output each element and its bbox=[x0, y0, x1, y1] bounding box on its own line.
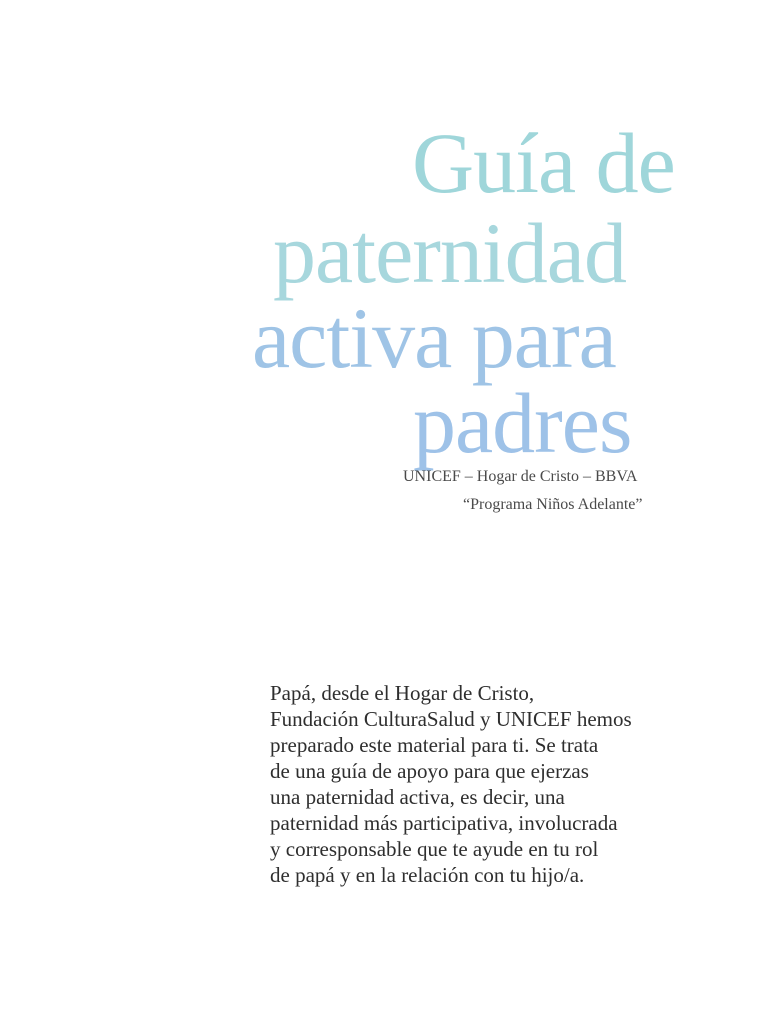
title-line-4: padres bbox=[413, 375, 632, 471]
intro-line: de una guía de apoyo para que ejerzas bbox=[270, 759, 589, 783]
title-line-1: Guía de bbox=[412, 115, 675, 211]
partners-line: UNICEF – Hogar de Cristo – BBVA bbox=[403, 468, 638, 485]
intro-line: una paternidad activa, es decir, una bbox=[270, 785, 565, 809]
program-name: “Programa Niños Adelante” bbox=[463, 496, 643, 513]
title-line-3: activa para bbox=[252, 290, 616, 386]
intro-paragraph bbox=[270, 680, 710, 888]
intro-line: Papá, desde el Hogar de Cristo, bbox=[270, 681, 535, 705]
intro-line: preparado este material para ti. Se trata bbox=[270, 733, 599, 757]
intro-line: y corresponsable que te ayude en tu rol bbox=[270, 837, 599, 861]
intro-line: Fundación CulturaSalud y UNICEF hemos bbox=[270, 707, 632, 731]
title-line-2: paternidad bbox=[273, 205, 626, 301]
intro-line: de papá y en la relación con tu hijo/a. bbox=[270, 863, 585, 887]
intro-line: paternidad más participativa, involucrada bbox=[270, 811, 618, 835]
